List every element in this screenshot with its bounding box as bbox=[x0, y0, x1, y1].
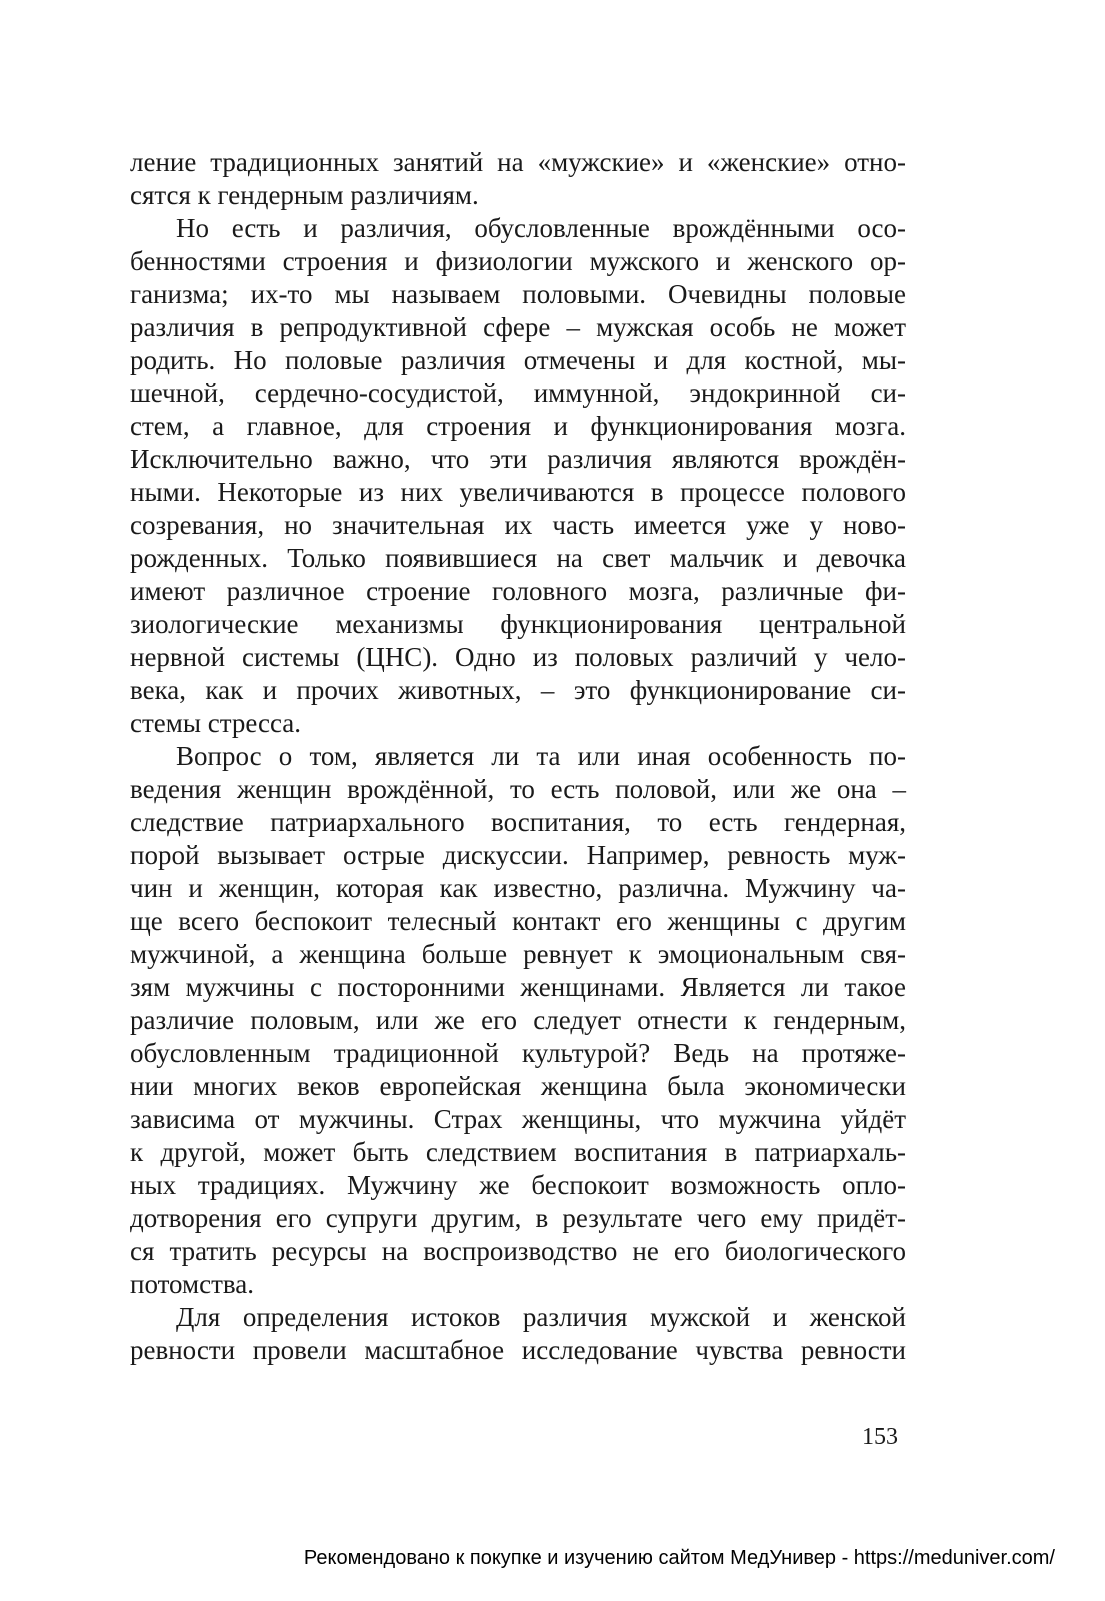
text-line: ление традиционных занятий на «мужские» и «женские» отно- bbox=[130, 147, 906, 177]
text-line: чин и женщин, которая как известно, различна. Мужчину ча- bbox=[130, 873, 906, 903]
text-line: ще всего беспокоит телесный контакт его женщины с другим bbox=[130, 906, 906, 936]
text-line: Вопрос о том, является ли та или иная особенность по- bbox=[176, 741, 906, 771]
text-line: рожденных. Только появившиеся на свет мальчик и девочка bbox=[130, 543, 906, 573]
text-line: Для определения истоков различия мужской и женской bbox=[176, 1302, 906, 1332]
text-line: ся тратить ресурсы на воспроизводство не его биологического bbox=[130, 1236, 906, 1266]
page-number: 153 bbox=[862, 1424, 898, 1450]
paragraph bbox=[130, 740, 906, 1301]
text-line: Но есть и различия, обусловленные врождёнными осо- bbox=[176, 213, 906, 243]
text-line: различия в репродуктивной сфере – мужская особь не может bbox=[130, 312, 906, 342]
text-line: ных традициях. Мужчину же беспокоит возможность опло- bbox=[130, 1170, 906, 1200]
text-line: дотворения его супруги другим, в результате чего ему придёт- bbox=[130, 1203, 906, 1233]
text-line: зависима от мужчины. Страх женщины, что мужчина уйдёт bbox=[130, 1104, 906, 1134]
text-line: ными. Некоторые из них увеличиваются в процессе полового bbox=[130, 477, 906, 507]
footer-recommendation: Рекомендовано к покупке и изучению сайтом МедУнивер - https://meduniver.com/ bbox=[303, 1547, 1055, 1569]
page-body bbox=[130, 146, 906, 1367]
text-line: шечной, сердечно-сосудистой, иммунной, эндокринной си- bbox=[130, 378, 906, 408]
text-line: потомства. bbox=[130, 1269, 255, 1299]
text-line: века, как и прочих животных, – это функционирование си- bbox=[130, 675, 906, 705]
text-line: созревания, но значительная их часть имеется уже у ново- bbox=[130, 510, 906, 540]
text-line: зиологические механизмы функционирования центральной bbox=[130, 609, 906, 639]
text-line: обусловленным традиционной культурой? Ведь на протяже- bbox=[130, 1038, 906, 1068]
text-line: Исключительно важно, что эти различия являются врождён- bbox=[130, 444, 906, 474]
paragraph bbox=[130, 146, 906, 212]
text-line: различие половым, или же его следует отнести к гендерным, bbox=[130, 1005, 906, 1035]
paragraph bbox=[130, 212, 906, 740]
text-line: мужчиной, а женщина больше ревнует к эмоциональным свя- bbox=[130, 939, 906, 969]
text-line: сятся к гендерным различиям. bbox=[130, 180, 479, 210]
text-line: родить. Но половые различия отмечены и для костной, мы- bbox=[130, 345, 906, 375]
text-line: стем, а главное, для строения и функционирования мозга. bbox=[130, 411, 906, 441]
text-line: стемы стресса. bbox=[130, 708, 302, 738]
text-line: к другой, может быть следствием воспитания в патриархаль- bbox=[130, 1137, 906, 1167]
text-line: следствие патриархального воспитания, то есть гендерная, bbox=[130, 807, 906, 837]
text-line: ревности провели масштабное исследование чувства ревности bbox=[130, 1335, 906, 1365]
text-line: нии многих веков европейская женщина была экономически bbox=[130, 1071, 906, 1101]
text-line: имеют различное строение головного мозга, различные фи- bbox=[130, 576, 906, 606]
text-line: нервной системы (ЦНС). Одно из половых различий у чело- bbox=[130, 642, 906, 672]
text-line: ведения женщин врождённой, то есть половой, или же она – bbox=[130, 774, 906, 804]
text-line: порой вызывает острые дискуссии. Например, ревность муж- bbox=[130, 840, 906, 870]
text-line: ганизма; их-то мы называем половыми. Очевидны половые bbox=[130, 279, 906, 309]
text-line: бенностями строения и физиологии мужского и женского ор- bbox=[130, 246, 906, 276]
paragraph bbox=[130, 1301, 906, 1367]
text-line: зям мужчины с посторонними женщинами. Является ли такое bbox=[130, 972, 906, 1002]
